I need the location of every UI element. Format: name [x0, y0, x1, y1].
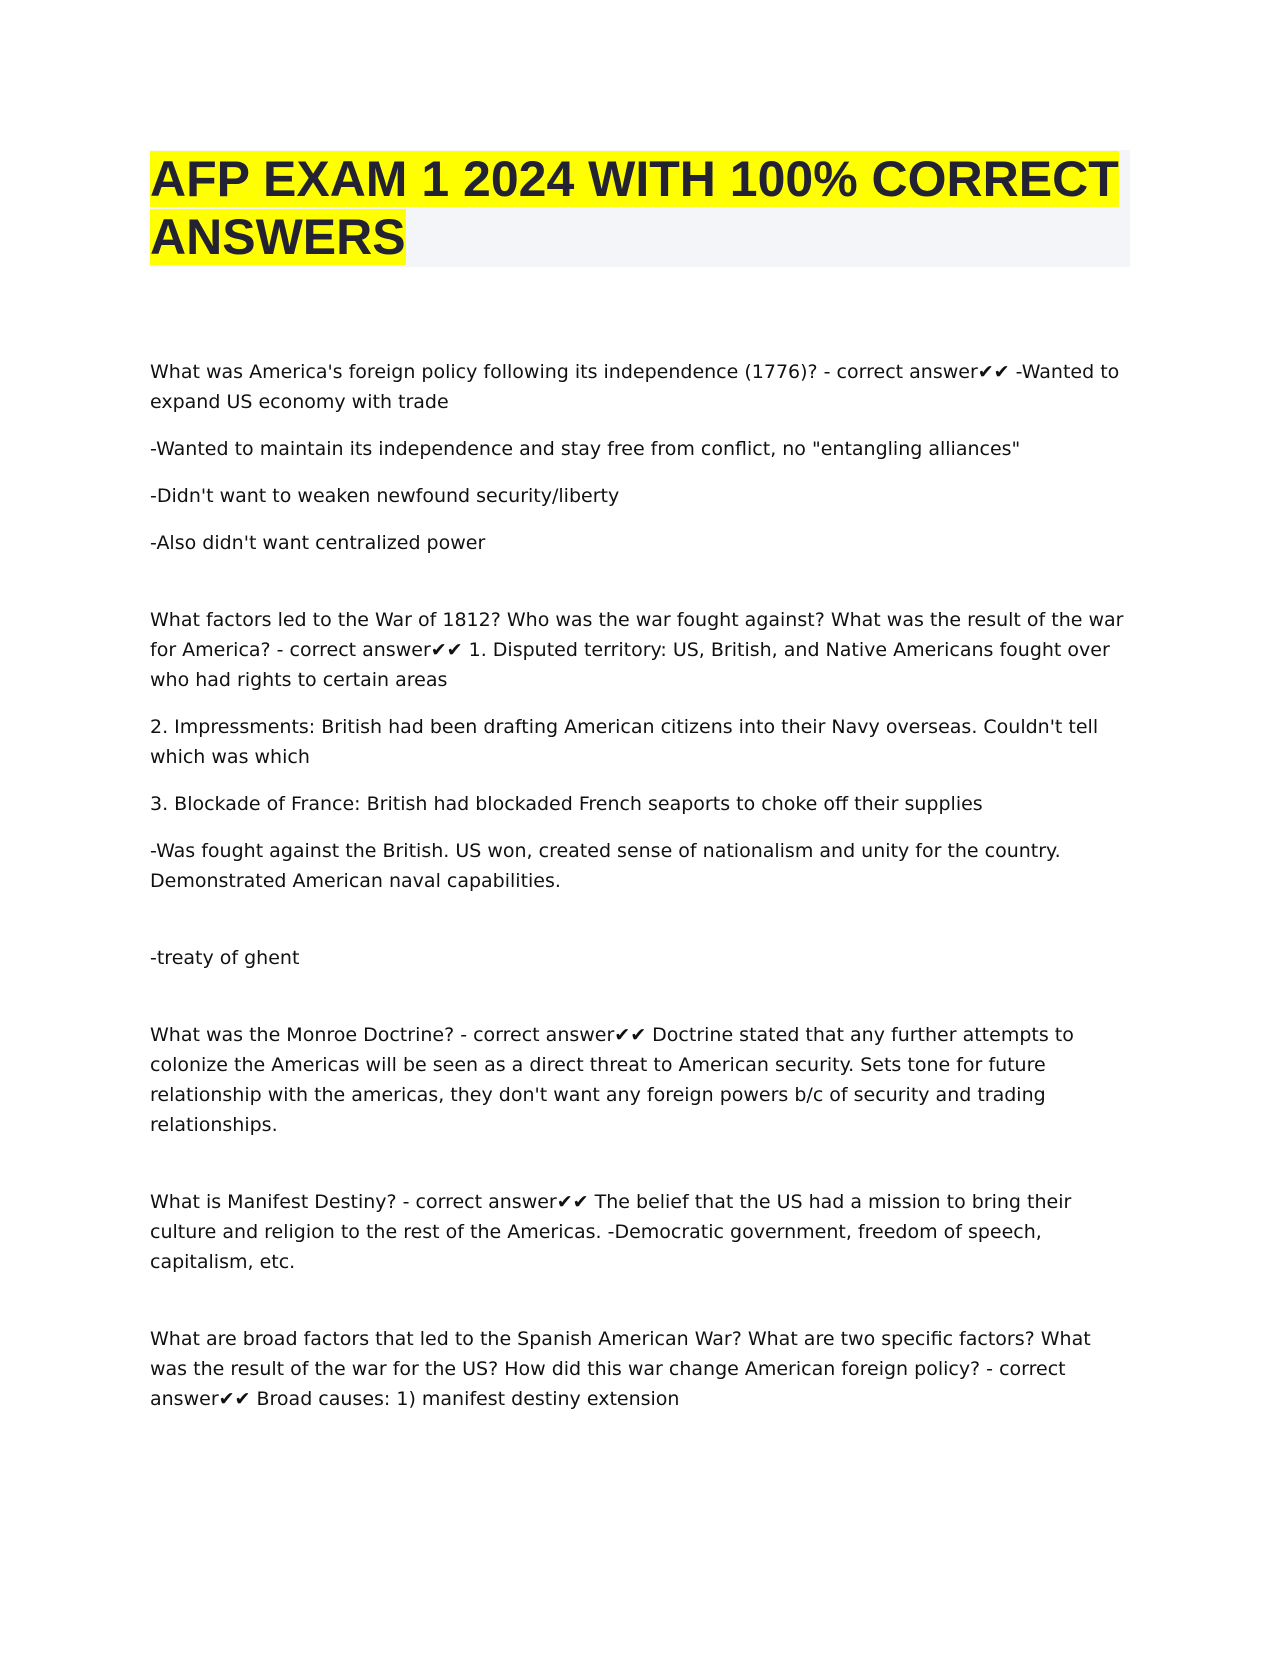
- document-body: [150, 357, 1130, 1431]
- paragraph-q4: What is Manifest Destiny? - correct answer✔✔ The belief that the US had a mission to bring their culture and religion to the rest of the Americas. -Democratic government, freedom of speech, capitalism, etc.: [150, 1191, 1072, 1273]
- paragraph: -Was fought against the British. US won, created sense of nationalism and unity for the country. Demonstrated American naval capabilities.: [150, 840, 1061, 892]
- paragraph: -Didn't want to weaken newfound security/liberty: [150, 485, 620, 507]
- paragraph: -treaty of ghent: [150, 947, 300, 969]
- title-line-1: AFP EXAM 1 2024 WITH 100% CORRECT: [150, 151, 1119, 207]
- title-line-2: ANSWERS: [150, 209, 406, 265]
- paragraph-q3: What was the Monroe Doctrine? - correct answer✔✔ Doctrine stated that any further attempts to colonize the Americas will be seen as a direct threat to American security. Sets tone for future relationship with the americas, they don't want any foreign powers b/c of security and trading relationships.: [150, 1024, 1074, 1136]
- paragraph-q5: What are broad factors that led to the Spanish American War? What are two specific factors? What was the result of the war for the US? How did this war change American foreign policy? - correct answer✔✔ Broad causes: 1) manifest destiny extension: [150, 1328, 1091, 1410]
- paragraph: 3. Blockade of France: British had blockaded French seaports to choke off their supplies: [150, 793, 983, 815]
- title-block: [150, 150, 1130, 267]
- document-title: [150, 150, 1130, 266]
- paragraph: -Wanted to maintain its independence and stay free from conflict, no "entangling alliances": [150, 438, 1021, 460]
- paragraph-q1: What was America's foreign policy following its independence (1776)? - correct answer✔✔ -Wanted to expand US economy with trade: [150, 361, 1120, 413]
- paragraph: -Also didn't want centralized power: [150, 532, 486, 554]
- paragraph: 2. Impressments: British had been drafting American citizens into their Navy overseas. Couldn't tell which was which: [150, 716, 1099, 768]
- paragraph-q2: What factors led to the War of 1812? Who was the war fought against? What was the result of the war for America? - correct answer✔✔ 1. Disputed territory: US, British, and Native Americans fought over who had rights to certain areas: [150, 609, 1124, 691]
